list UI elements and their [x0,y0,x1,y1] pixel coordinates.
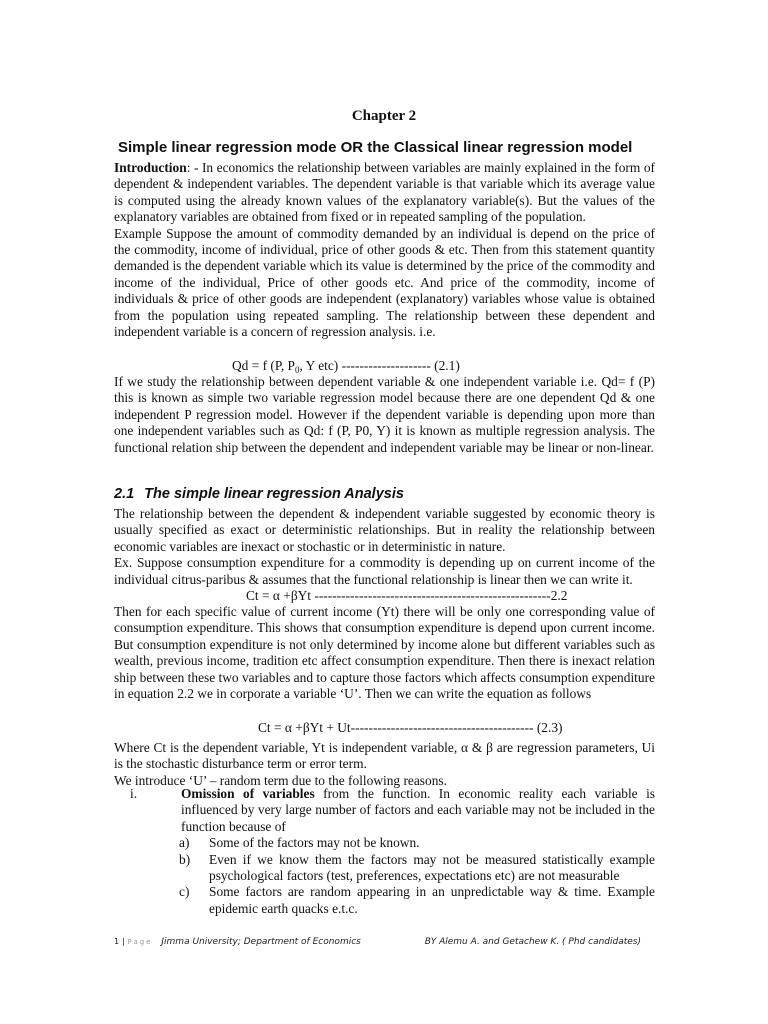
section-number: 2.1 [114,486,135,502]
footer-page-number: 1 [114,937,120,946]
example-paragraph: Example Suppose the amount of commodity demanded by an individual is depend on the price of the commodity, income of individual, price of other goods & etc. Then from this statement quantity demanded is the dependent variable which its value is determined by the price of the commodity and income of the individual, Price of other goods etc. And price of the commodity, income of individuals & price of other goods are independent (explanatory) variables whose value is obtained from the population using repeated sampling. The relationship between these dependent and independent variable is a concern of regression analysis. i.e. [114,225,655,340]
reason-list-item [130,786,655,917]
document-title: Simple linear regression mode OR the Classical linear regression model [118,139,633,156]
list-item-content [181,786,655,917]
section-heading [114,486,404,502]
intro-text: : - In economics the relationship between variables are mainly explained in the form of dependent & independent variables. The dependent variable is that variable which its average value is computed using the already known values of the explanatory variable(s). But the values of the explanatory variables are obtained from fixed or in repeated sampling of the population. [114,160,655,225]
paragraph-variables-definition [114,740,655,789]
paragraph-where: Where Ct is the dependent variable, Yt is independent variable, α & β are regression parameters, Ui is the stochastic disturbance term or error term. [114,740,655,772]
list-item-text [181,786,655,835]
paragraph-consumption-example: Ex. Suppose consumption expenditure for a commodity is depending up on current income of the individual citrus-paribus & assumes that the functional relationship is linear then we can write it. [114,555,655,587]
page-footer [114,937,655,947]
list-item-body: from the function. In economic reality each variable is influenced by very large number of factors and each variable may not be included in the function because of [181,786,655,834]
footer-separator: | [121,937,125,946]
equation-2-1-subscript: 0 [294,365,300,375]
sub-list-item [179,852,655,885]
paragraph-deterministic [114,506,655,588]
footer-institution: Jimma University; Department of Economics [161,937,361,947]
intro-label: Introduction [114,160,187,175]
equation-2-3: Ct = α +βYt + Ut----------------------------------------- (2.3) [258,720,563,735]
equation-2-2: Ct = α +βYt -----------------------------------------------------2.2 [246,588,568,603]
paragraph-random-term: We introduce ‘U’ – random term due to the following reasons. [114,772,447,788]
equation-2-1 [232,358,460,374]
footer-page-word: Page [127,938,153,946]
sub-list-item [179,835,655,851]
paragraph-relationship: The relationship between the dependent & independent variable suggested by economic theory is usually specified as exact or deterministic relationships. But in reality the relationship between economic variables are inexact or stochastic or in deterministic in nature. [114,506,655,554]
footer-authors: BY Alemu A. and Getachew K. ( Phd candidates) [424,937,641,947]
sub-list-marker: a) [179,835,190,851]
sub-list-text: Even if we know them the factors may not be measured statistically example psychological factors (test, preferences, expectations etc) are not measurable [209,851,655,884]
introduction-block [114,160,655,340]
sub-list-item [179,884,655,917]
list-item-bold: Omission of variables [181,786,315,801]
sub-list-marker: c) [179,884,190,900]
intro-paragraph [114,160,655,226]
chapter-heading: Chapter 2 [351,108,417,124]
sub-list [181,835,655,917]
sub-list-text: Some of the factors may not be known. [209,835,420,851]
sub-list-marker: b) [179,851,191,867]
list-marker: i. [130,786,138,801]
sub-list-text: Some factors are random appearing in an unpredictable way & time. Example epidemic earth quacks e.t.c. [209,884,655,916]
section-title: The simple linear regression Analysis [144,486,404,502]
equation-2-1-part-b: , Y etc) -------------------- (2.1) [299,358,460,373]
paragraph-simple-vs-multiple: If we study the relationship between dependent variable & one independent variable i.e. Qd= f (P) this is known as simple two variable regression model because there are one dependent Qd & one independent P regression model. However if the dependent variable is depending upon more than one independent variables such as Qd: f (P, P0, Y) it is known as multiple regression analysis. The functional relation ship between the dependent and independent variable may be linear or non-linear. [114,374,655,455]
equation-2-1-part-a: Qd = f (P, P [232,358,295,373]
paragraph-consumption-expenditure: Then for each specific value of current income (Yt) there will be only one corresponding value of consumption expenditure. This shows that consumption expenditure is depend upon current income. But consumption expenditure is not only determined by income alone but different variables such as wealth, previous income, tradition etc affect consumption expenditure. Then there is inexact relation ship between these two variables and to capture those factors which affects consumption expenditure in equation 2.2 we in corporate a variable ‘U’. Then we can write the equation as follows [114,604,655,702]
